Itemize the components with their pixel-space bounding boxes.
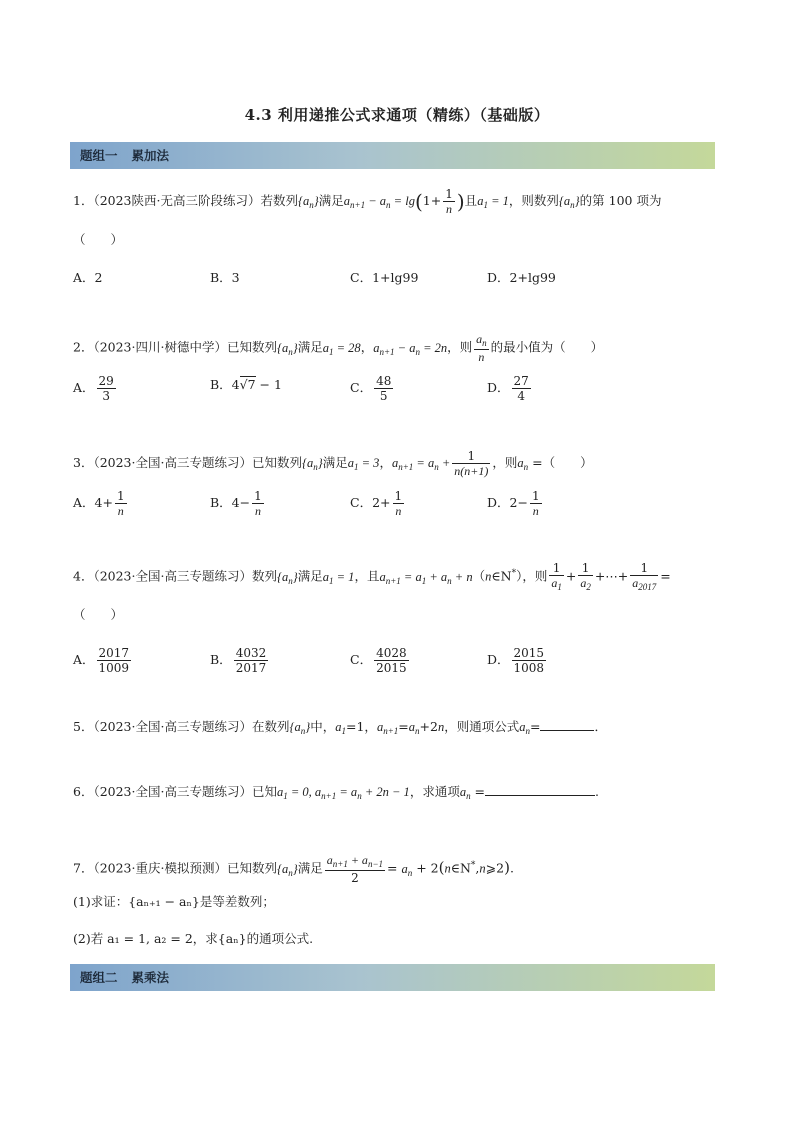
section-label: 题组一	[80, 148, 118, 163]
question-1-bracket: （ ）	[73, 232, 124, 247]
q1-option-b[interactable]: B．3	[210, 270, 240, 285]
q4-option-a[interactable]: A． $\frac{2017}{1009}$	[73, 646, 130, 675]
question-7-part-1: (1)求证：{aₙ₊₁ − aₙ}是等差数列；	[73, 894, 275, 909]
section-label: 题组二	[80, 970, 118, 985]
section-name: 累加法	[131, 148, 170, 163]
question-6: 6．（2023·全国·高三专题练习）已知$a_1 = 0$, $a_{n+1} = a_n + 2n - 1$，求通项$a_n$ = .	[73, 784, 600, 801]
question-7: 7．（2023·重庆·模拟预测）已知数列$\{a_n\}$满足 $\frac{a_{n+1} + a_{n-1}}{2}$ = $a_n$ + 2(n∈N*,n⩾2).	[73, 853, 514, 885]
section-header-1	[70, 142, 715, 169]
question-1: 1．（2023陕西·无高三阶段练习）若数列$\{a_n\}$满足$a_{n+1} - a_n = \lg(1+$ $\frac{1}{n}$ )且$a_1 = 1$，则数列$\{a_n\}$的第 100 项为	[73, 187, 662, 216]
q4-option-b[interactable]: B． $\frac{4032}{2017}$	[210, 646, 267, 675]
q3-option-a[interactable]: A．4+ $\frac{1}{n}$	[73, 489, 125, 518]
q2-option-a[interactable]: A． $\frac{29}{3}$	[73, 374, 114, 403]
section-name: 累乘法	[131, 970, 170, 985]
q4-option-c[interactable]: C． $\frac{4028}{2015}$	[350, 646, 407, 675]
question-2: 2．（2023·四川·树德中学）已知数列$\{a_n\}$满足$a_1 = 28$，$a_{n+1} - a_n = 2n$，则 $\frac{a_n}{n}$ 的最小值为（ ）	[73, 332, 604, 364]
answer-blank-5[interactable]	[540, 718, 594, 731]
section-header-2	[70, 964, 715, 991]
q2-option-d[interactable]: D． $\frac{27}{4}$	[487, 374, 529, 403]
q1-option-a[interactable]: A．2	[73, 270, 103, 285]
q3-option-d[interactable]: D．2− $\frac{1}{n}$	[487, 489, 540, 518]
q2-option-b[interactable]: B．4√7 − 1	[210, 377, 282, 392]
q2-option-c[interactable]: C． $\frac{48}{5}$	[350, 374, 392, 403]
q1-option-c[interactable]: C．1+lg99	[350, 270, 419, 285]
question-5: 5．（2023·全国·高三专题练习）在数列$\{a_n\}$中，$a_1=1$，$a_{n+1}=a_n+2n$，则通项公式$a_n=$ ．	[73, 719, 607, 736]
q1-option-d[interactable]: D．2+lg99	[487, 270, 556, 285]
q4-option-d[interactable]: D． $\frac{2015}{1008}$	[487, 646, 545, 675]
q3-option-c[interactable]: C．2+ $\frac{1}{n}$	[350, 489, 403, 518]
question-3: 3．（2023·全国·高三专题练习）已知数列$\{a_n\}$满足$a_1 = 3$，$a_{n+1} = a_n$ + $\frac{1}{n(n+1)}$ ，则$a_n$ =（ ）	[73, 449, 593, 478]
q3-option-b[interactable]: B．4− $\frac{1}{n}$	[210, 489, 262, 518]
question-4-bracket: （ ）	[73, 607, 124, 622]
page-title: 4.3 利用递推公式求通项（精练）（基础版）	[244, 106, 550, 124]
question-7-part-2: (2)若 a₁ = 1, a₂ = 2，求{aₙ}的通项公式.	[73, 931, 314, 946]
question-4: 4．（2023·全国·高三专题练习）数列$\{a_n\}$满足$a_1 = 1$，且$a_{n+1} = a_1 + a_n$ + n（n∈N*），则 $\frac{1}{a_1}$ + $\frac{1}{a_2}$ +⋯+ $\frac{1}{a_{2017}}$ =	[73, 561, 671, 592]
answer-blank-6[interactable]	[485, 783, 595, 796]
